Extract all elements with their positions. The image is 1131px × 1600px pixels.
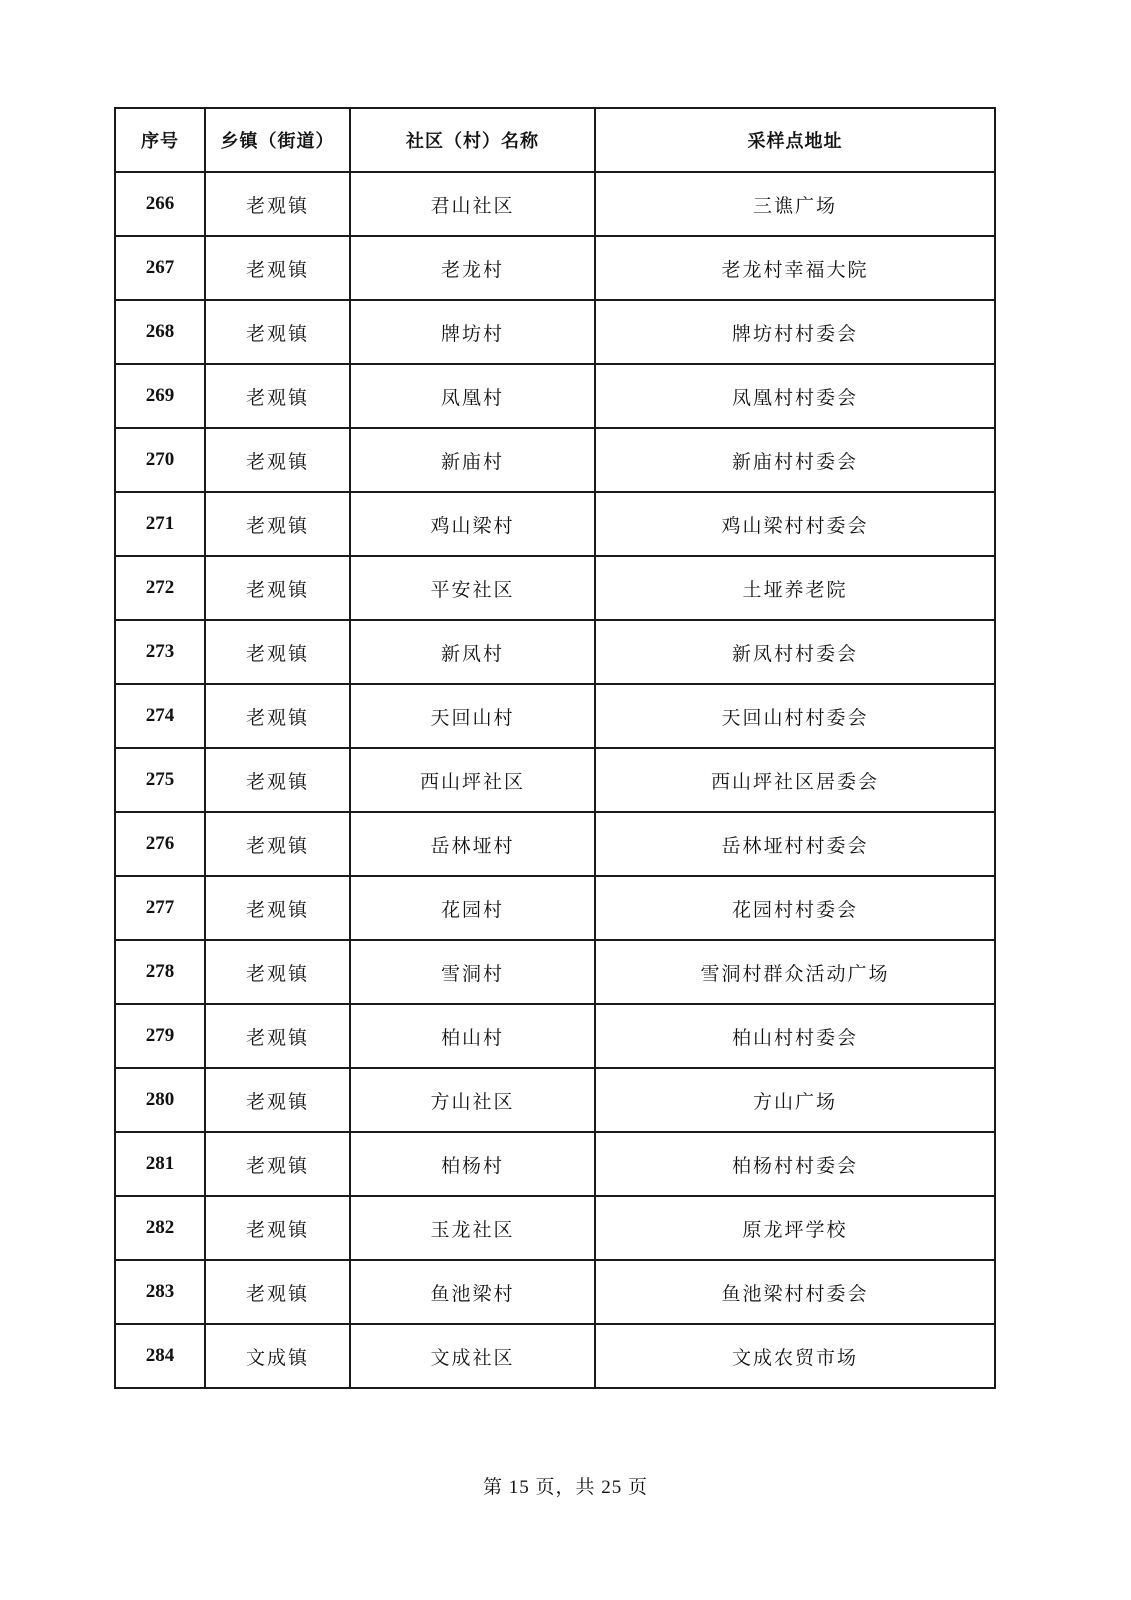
cell-index: 284: [115, 1324, 205, 1388]
cell-community: 君山社区: [350, 172, 595, 236]
table-row: [115, 812, 995, 876]
cell-index: 280: [115, 1068, 205, 1132]
cell-town: 老观镇: [205, 812, 350, 876]
table-body: [115, 172, 995, 1388]
cell-community: 牌坊村: [350, 300, 595, 364]
cell-address: 三谯广场: [595, 172, 995, 236]
table-header-row: [115, 108, 995, 172]
table-row: [115, 620, 995, 684]
table-row: [115, 172, 995, 236]
cell-town: 老观镇: [205, 876, 350, 940]
cell-town: 老观镇: [205, 428, 350, 492]
cell-community: 岳林垭村: [350, 812, 595, 876]
cell-community: 文成社区: [350, 1324, 595, 1388]
cell-index: 266: [115, 172, 205, 236]
cell-town: 老观镇: [205, 684, 350, 748]
cell-index: 267: [115, 236, 205, 300]
cell-address: 天回山村村委会: [595, 684, 995, 748]
cell-town: 老观镇: [205, 172, 350, 236]
cell-town: 文成镇: [205, 1324, 350, 1388]
cell-index: 281: [115, 1132, 205, 1196]
cell-index: 274: [115, 684, 205, 748]
table-row: [115, 1004, 995, 1068]
cell-address: 岳林垭村村委会: [595, 812, 995, 876]
cell-index: 279: [115, 1004, 205, 1068]
cell-address: 文成农贸市场: [595, 1324, 995, 1388]
cell-address: 鸡山梁村村委会: [595, 492, 995, 556]
table-row: [115, 748, 995, 812]
cell-community: 凤凰村: [350, 364, 595, 428]
cell-index: 275: [115, 748, 205, 812]
cell-community: 天回山村: [350, 684, 595, 748]
page-number-footer: 第 15 页，共 25 页: [482, 1477, 648, 1498]
table-row: [115, 428, 995, 492]
cell-address: 花园村村委会: [595, 876, 995, 940]
cell-address: 柏杨村村委会: [595, 1132, 995, 1196]
table-row: [115, 1068, 995, 1132]
cell-community: 雪洞村: [350, 940, 595, 1004]
cell-town: 老观镇: [205, 364, 350, 428]
table-row: [115, 940, 995, 1004]
cell-town: 老观镇: [205, 748, 350, 812]
cell-town: 老观镇: [205, 1196, 350, 1260]
cell-index: 276: [115, 812, 205, 876]
cell-address: 鱼池梁村村委会: [595, 1260, 995, 1324]
table-row: [115, 1196, 995, 1260]
sampling-point-table: [114, 107, 996, 1389]
cell-address: 柏山村村委会: [595, 1004, 995, 1068]
cell-address: 土垭养老院: [595, 556, 995, 620]
cell-community: 柏山村: [350, 1004, 595, 1068]
table-row: [115, 1132, 995, 1196]
cell-index: 272: [115, 556, 205, 620]
table-row: [115, 492, 995, 556]
table-row: [115, 300, 995, 364]
cell-community: 鸡山梁村: [350, 492, 595, 556]
cell-town: 老观镇: [205, 1068, 350, 1132]
cell-community: 柏杨村: [350, 1132, 595, 1196]
cell-index: 270: [115, 428, 205, 492]
cell-town: 老观镇: [205, 556, 350, 620]
cell-address: 老龙村幸福大院: [595, 236, 995, 300]
header-address: 采样点地址: [595, 108, 995, 172]
cell-index: 277: [115, 876, 205, 940]
cell-address: 方山广场: [595, 1068, 995, 1132]
cell-town: 老观镇: [205, 300, 350, 364]
cell-community: 西山坪社区: [350, 748, 595, 812]
cell-town: 老观镇: [205, 620, 350, 684]
table-row: [115, 236, 995, 300]
cell-index: 273: [115, 620, 205, 684]
cell-index: 278: [115, 940, 205, 1004]
cell-index: 271: [115, 492, 205, 556]
cell-address: 原龙坪学校: [595, 1196, 995, 1260]
header-town: 乡镇（街道）: [205, 108, 350, 172]
table-row: [115, 364, 995, 428]
table-row: [115, 684, 995, 748]
cell-town: 老观镇: [205, 940, 350, 1004]
cell-community: 老龙村: [350, 236, 595, 300]
cell-address: 凤凰村村委会: [595, 364, 995, 428]
cell-town: 老观镇: [205, 1132, 350, 1196]
header-community: 社区（村）名称: [350, 108, 595, 172]
cell-address: 牌坊村村委会: [595, 300, 995, 364]
cell-town: 老观镇: [205, 1260, 350, 1324]
cell-community: 鱼池梁村: [350, 1260, 595, 1324]
cell-community: 新凤村: [350, 620, 595, 684]
table-row: [115, 876, 995, 940]
cell-index: 282: [115, 1196, 205, 1260]
cell-town: 老观镇: [205, 492, 350, 556]
cell-index: 268: [115, 300, 205, 364]
cell-address: 新凤村村委会: [595, 620, 995, 684]
cell-community: 平安社区: [350, 556, 595, 620]
cell-community: 玉龙社区: [350, 1196, 595, 1260]
cell-address: 西山坪社区居委会: [595, 748, 995, 812]
cell-community: 新庙村: [350, 428, 595, 492]
header-index: 序号: [115, 108, 205, 172]
cell-town: 老观镇: [205, 1004, 350, 1068]
table-row: [115, 556, 995, 620]
cell-index: 283: [115, 1260, 205, 1324]
cell-address: 新庙村村委会: [595, 428, 995, 492]
cell-index: 269: [115, 364, 205, 428]
cell-community: 方山社区: [350, 1068, 595, 1132]
table-row: [115, 1324, 995, 1388]
cell-community: 花园村: [350, 876, 595, 940]
cell-address: 雪洞村群众活动广场: [595, 940, 995, 1004]
table-row: [115, 1260, 995, 1324]
cell-town: 老观镇: [205, 236, 350, 300]
